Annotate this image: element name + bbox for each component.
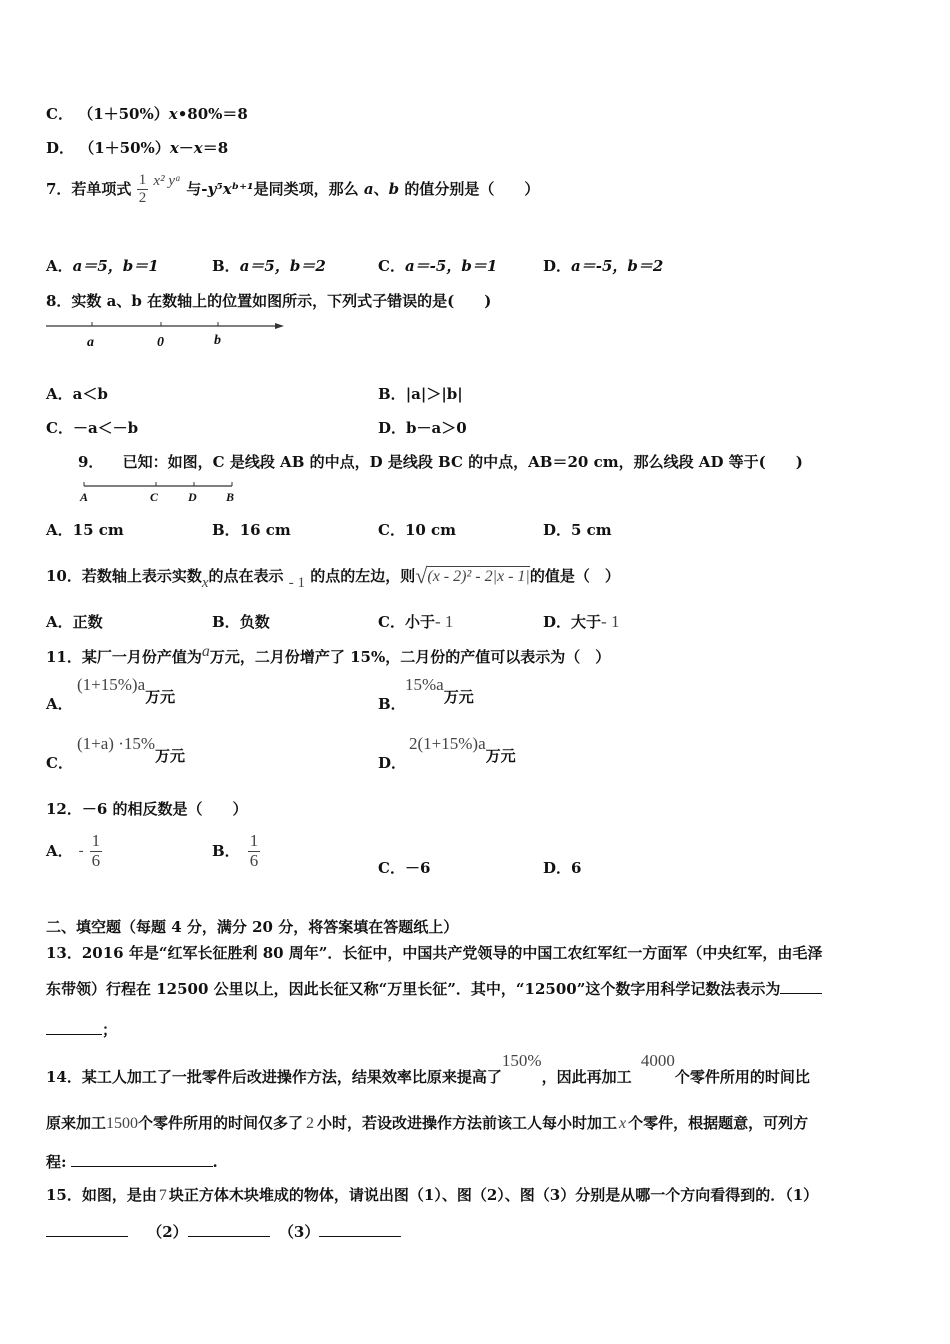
option-label: C． bbox=[378, 613, 405, 631]
option-text: a＜b bbox=[72, 385, 108, 403]
q10-neg-one: - 1 bbox=[288, 575, 306, 591]
option-text-rest: ＝8 bbox=[202, 139, 229, 157]
q13-line3-end: ； bbox=[102, 1021, 118, 1039]
option-label: B． bbox=[212, 521, 240, 539]
option-text: a＝5，b＝2 bbox=[239, 257, 326, 275]
q7-stem bbox=[46, 172, 539, 206]
label-0: 0 bbox=[157, 335, 164, 350]
option-label: B． bbox=[212, 257, 240, 275]
option-text-rest: － bbox=[178, 139, 194, 157]
section-2-title: 二、填空题（每题 4 分，满分 20 分，将答案填在答题纸上） bbox=[46, 918, 459, 936]
q10-stem bbox=[46, 562, 620, 589]
q7-option-c bbox=[378, 255, 497, 276]
q12-stem: 12．－6 的相反数是（ ） bbox=[46, 800, 248, 818]
q6-option-d bbox=[46, 137, 228, 158]
q7-var-b: b bbox=[388, 180, 400, 198]
q15-answer-blank-1[interactable] bbox=[46, 1235, 128, 1237]
option-text: 大于 bbox=[571, 613, 602, 631]
option-text: －6 bbox=[404, 859, 431, 877]
q8-number-line bbox=[44, 316, 289, 352]
option-label: D． bbox=[378, 419, 407, 437]
arrow-right-icon bbox=[275, 323, 284, 329]
q9-number: 9． bbox=[78, 453, 104, 471]
option-label: B． bbox=[212, 613, 240, 631]
q11-option-d-label: D． bbox=[378, 754, 407, 772]
option-text: 正数 bbox=[72, 613, 103, 631]
q7-option-a bbox=[46, 255, 159, 276]
option-label: C． bbox=[378, 521, 405, 539]
q15-line2 bbox=[46, 1221, 401, 1242]
option-text: a＝-5，b＝2 bbox=[571, 257, 664, 275]
q12-option-c bbox=[378, 857, 430, 878]
option-label: A． bbox=[46, 385, 73, 403]
q13-line3 bbox=[46, 1019, 117, 1040]
option-text: 6 bbox=[571, 859, 582, 877]
option-text: （1＋50%） bbox=[78, 105, 169, 123]
q10-option-c bbox=[378, 611, 453, 632]
option-fraction bbox=[90, 832, 103, 870]
q15-answer-blank-3[interactable] bbox=[319, 1235, 401, 1237]
option-var: x bbox=[169, 139, 179, 157]
q14-n1: 4000 bbox=[640, 1051, 675, 1070]
option-label: A． bbox=[46, 842, 73, 861]
q14-line1-mid: ，因此再加工 bbox=[541, 1068, 632, 1086]
option-label: C． bbox=[378, 257, 405, 275]
q14-pct: 150% bbox=[501, 1051, 542, 1070]
q7-option-b bbox=[212, 255, 326, 276]
q11-option-b-math bbox=[405, 675, 474, 706]
q10-expression: (x - 2)² - 2|x - 1| bbox=[427, 568, 530, 585]
q9-option-b bbox=[212, 519, 291, 540]
option-math: - 1 bbox=[601, 612, 620, 631]
q13-line2-text: 东带领）行程在 12500 公里以上，因此长征又称“万里长征”．其中，“12500”这个数字用科学记数法表示为 bbox=[46, 980, 781, 998]
frac-num: 1 bbox=[249, 831, 259, 850]
q10-option-d bbox=[543, 611, 619, 632]
q11-option-b-label: B． bbox=[378, 695, 406, 713]
q13-line2 bbox=[46, 978, 822, 999]
option-text: 负数 bbox=[239, 613, 270, 631]
q7-stem-end: 的值分别是（ ） bbox=[404, 180, 540, 198]
sqrt-icon: √ bbox=[415, 563, 428, 588]
q7-stem-pre: 7．若单项式 bbox=[46, 180, 132, 198]
q8-option-c bbox=[46, 417, 138, 438]
q13-line1: 13．2016 年是“红军长征胜利 80 周年”．长征中，中国共产党领导的中国工农红军红一方面军（中央红军，由毛泽 bbox=[46, 944, 823, 962]
q15-line1-pre: 15．如图，是由 bbox=[46, 1186, 157, 1204]
option-text: 10 cm bbox=[404, 521, 457, 539]
q15-blank-3-label: （3） bbox=[278, 1223, 320, 1241]
option-unit: 万元 bbox=[155, 747, 186, 765]
q11-stem bbox=[46, 643, 611, 667]
q8-option-b bbox=[378, 383, 463, 404]
frac-den: 6 bbox=[249, 850, 259, 870]
q9-option-c bbox=[378, 519, 456, 540]
q11-option-a-label: A． bbox=[46, 695, 73, 713]
option-label: C． bbox=[46, 105, 73, 123]
q11-option-c-math bbox=[77, 734, 186, 765]
label-c: C bbox=[150, 490, 159, 504]
option-math: (1+15%)a bbox=[77, 675, 146, 694]
label-d: D bbox=[188, 490, 197, 504]
q15-answer-blank-2[interactable] bbox=[188, 1235, 270, 1237]
option-var: x bbox=[193, 139, 203, 157]
q7-monomial: x² yᵃ bbox=[153, 173, 181, 189]
option-var: x bbox=[168, 105, 178, 123]
q14-var: x bbox=[619, 1115, 627, 1132]
q14-line1 bbox=[46, 1046, 810, 1086]
option-label: A． bbox=[46, 521, 73, 539]
q7-monomial2: y⁵xᵇ⁺¹ bbox=[207, 180, 254, 198]
q10-option-b bbox=[212, 611, 270, 632]
q14-n2: 1500 bbox=[106, 1115, 139, 1132]
frac-num: 1 bbox=[91, 831, 101, 850]
option-label: A． bbox=[46, 613, 73, 631]
label-a: A bbox=[80, 490, 89, 504]
q14-line2-mid: 个零件所用的时间仅多了 bbox=[138, 1114, 304, 1132]
option-label: D． bbox=[46, 139, 75, 157]
q14-line1-end: 个零件所用的时间比 bbox=[674, 1068, 810, 1086]
q7-stem-post: 是同类项，那么 bbox=[253, 180, 359, 198]
q15-line1 bbox=[46, 1184, 818, 1205]
option-label: B． bbox=[212, 842, 240, 861]
q7-stem-mid: 与- bbox=[186, 180, 208, 198]
option-label: C． bbox=[46, 419, 73, 437]
option-text: 15 cm bbox=[72, 521, 124, 539]
q15-blank-2-label: （2） bbox=[147, 1223, 188, 1241]
option-fraction bbox=[248, 832, 261, 870]
option-text: a＝5，b＝1 bbox=[72, 257, 159, 275]
q10-option-a bbox=[46, 611, 103, 632]
label-b: B bbox=[226, 490, 235, 504]
q14-answer-blank[interactable] bbox=[71, 1165, 213, 1167]
q9-segment-diagram bbox=[78, 478, 243, 504]
q12-option-b bbox=[212, 832, 260, 870]
q9-option-d bbox=[543, 519, 612, 540]
option-math: 15%a bbox=[405, 675, 444, 694]
option-label: D． bbox=[543, 257, 572, 275]
q7-sep: 、 bbox=[373, 180, 389, 198]
q12-option-d bbox=[543, 857, 581, 878]
option-text: （1＋50%） bbox=[79, 139, 170, 157]
q9-stem-text: 已知：如图，C 是线段 AB 的中点，D 是线段 BC 的中点，AB＝20 cm，那么线段 AD 等于( ) bbox=[122, 453, 803, 471]
q14-line2-pre: 原来加工 bbox=[46, 1114, 107, 1132]
q9-stem bbox=[78, 451, 803, 472]
q10-stem-end: 的值是（ ） bbox=[529, 567, 620, 585]
option-unit: 万元 bbox=[485, 747, 516, 765]
option-unit: 万元 bbox=[145, 688, 176, 706]
q14-line3-pre: 程: bbox=[46, 1153, 67, 1171]
label-b: b bbox=[214, 333, 221, 348]
q13-answer-blank[interactable] bbox=[780, 992, 822, 994]
option-math: (1+a) ·15% bbox=[77, 734, 156, 753]
option-math: - 1 bbox=[434, 612, 454, 631]
q10-stem-mid2: 的点的左边，则 bbox=[310, 567, 416, 585]
q13-answer-blank-cont[interactable] bbox=[46, 1033, 102, 1035]
q8-option-a bbox=[46, 383, 108, 404]
q14-line1-pre: 14．某工人加工了一批零件后改进操作方法，结果效率比原来提高了 bbox=[46, 1068, 502, 1086]
option-label: A． bbox=[46, 257, 73, 275]
q11-stem-post: 万元，二月份增产了 15%，二月份的产值可以表示为（ ） bbox=[209, 648, 611, 666]
option-unit: 万元 bbox=[443, 688, 474, 706]
option-text: －a＜－b bbox=[72, 419, 139, 437]
option-math: 2(1+15%)a bbox=[409, 734, 486, 753]
q11-option-d-math bbox=[409, 734, 516, 765]
q15-line1-post: 块正方体木块堆成的物体，请说出图（1）、图（2）、图（3）分别是从哪一个方向看得到的．（1） bbox=[168, 1186, 819, 1204]
option-label: B． bbox=[378, 385, 406, 403]
q6-option-c bbox=[46, 103, 248, 124]
q14-line2-end: 个零件，根据题意，可列方 bbox=[628, 1114, 809, 1132]
option-text: |a|＞|b| bbox=[405, 385, 463, 403]
q14-n3: 2 bbox=[306, 1115, 315, 1132]
q11-stem-pre: 11．某厂一月份产值为 bbox=[46, 648, 202, 666]
option-text-rest: •80%＝8 bbox=[177, 105, 248, 123]
q10-var: x bbox=[201, 575, 209, 591]
option-text: 5 cm bbox=[571, 521, 612, 539]
option-text: 小于 bbox=[404, 613, 435, 631]
q14-line2 bbox=[46, 1112, 808, 1133]
q8-stem: 8．实数 a、b 在数轴上的位置如图所示，下列式子错误的是( ) bbox=[46, 292, 492, 310]
option-label: C． bbox=[378, 859, 405, 877]
frac-num: 1 bbox=[138, 172, 147, 188]
option-label: D． bbox=[543, 613, 572, 631]
q11-option-c-label: C． bbox=[46, 754, 73, 772]
q14-line3-end: . bbox=[212, 1153, 218, 1171]
q7-fraction bbox=[137, 172, 149, 206]
q14-line2-mid2: 小时，若设改进操作方法前该工人每小时加工 bbox=[317, 1114, 618, 1132]
option-label: D． bbox=[543, 859, 572, 877]
q8-option-d bbox=[378, 417, 467, 438]
q11-var: a bbox=[201, 643, 210, 660]
q10-stem-mid: 的点在表示 bbox=[208, 567, 284, 585]
q15-n: 7 bbox=[158, 1187, 167, 1204]
q12-option-a bbox=[46, 832, 102, 870]
option-text: 16 cm bbox=[239, 521, 291, 539]
q7-option-d bbox=[543, 255, 663, 276]
label-a: a bbox=[87, 335, 94, 350]
q7-var-a: a bbox=[363, 180, 374, 198]
q11-option-a-math bbox=[77, 675, 176, 706]
frac-den: 2 bbox=[138, 189, 147, 206]
option-text: b－a＞0 bbox=[406, 419, 467, 437]
frac-den: 6 bbox=[91, 850, 101, 870]
q14-line3 bbox=[46, 1151, 218, 1172]
option-sign: - bbox=[78, 843, 84, 860]
q9-option-a bbox=[46, 519, 124, 540]
option-label: D． bbox=[543, 521, 572, 539]
q10-stem-pre: 10．若数轴上表示实数 bbox=[46, 567, 202, 585]
option-text: a＝-5，b＝1 bbox=[404, 257, 498, 275]
